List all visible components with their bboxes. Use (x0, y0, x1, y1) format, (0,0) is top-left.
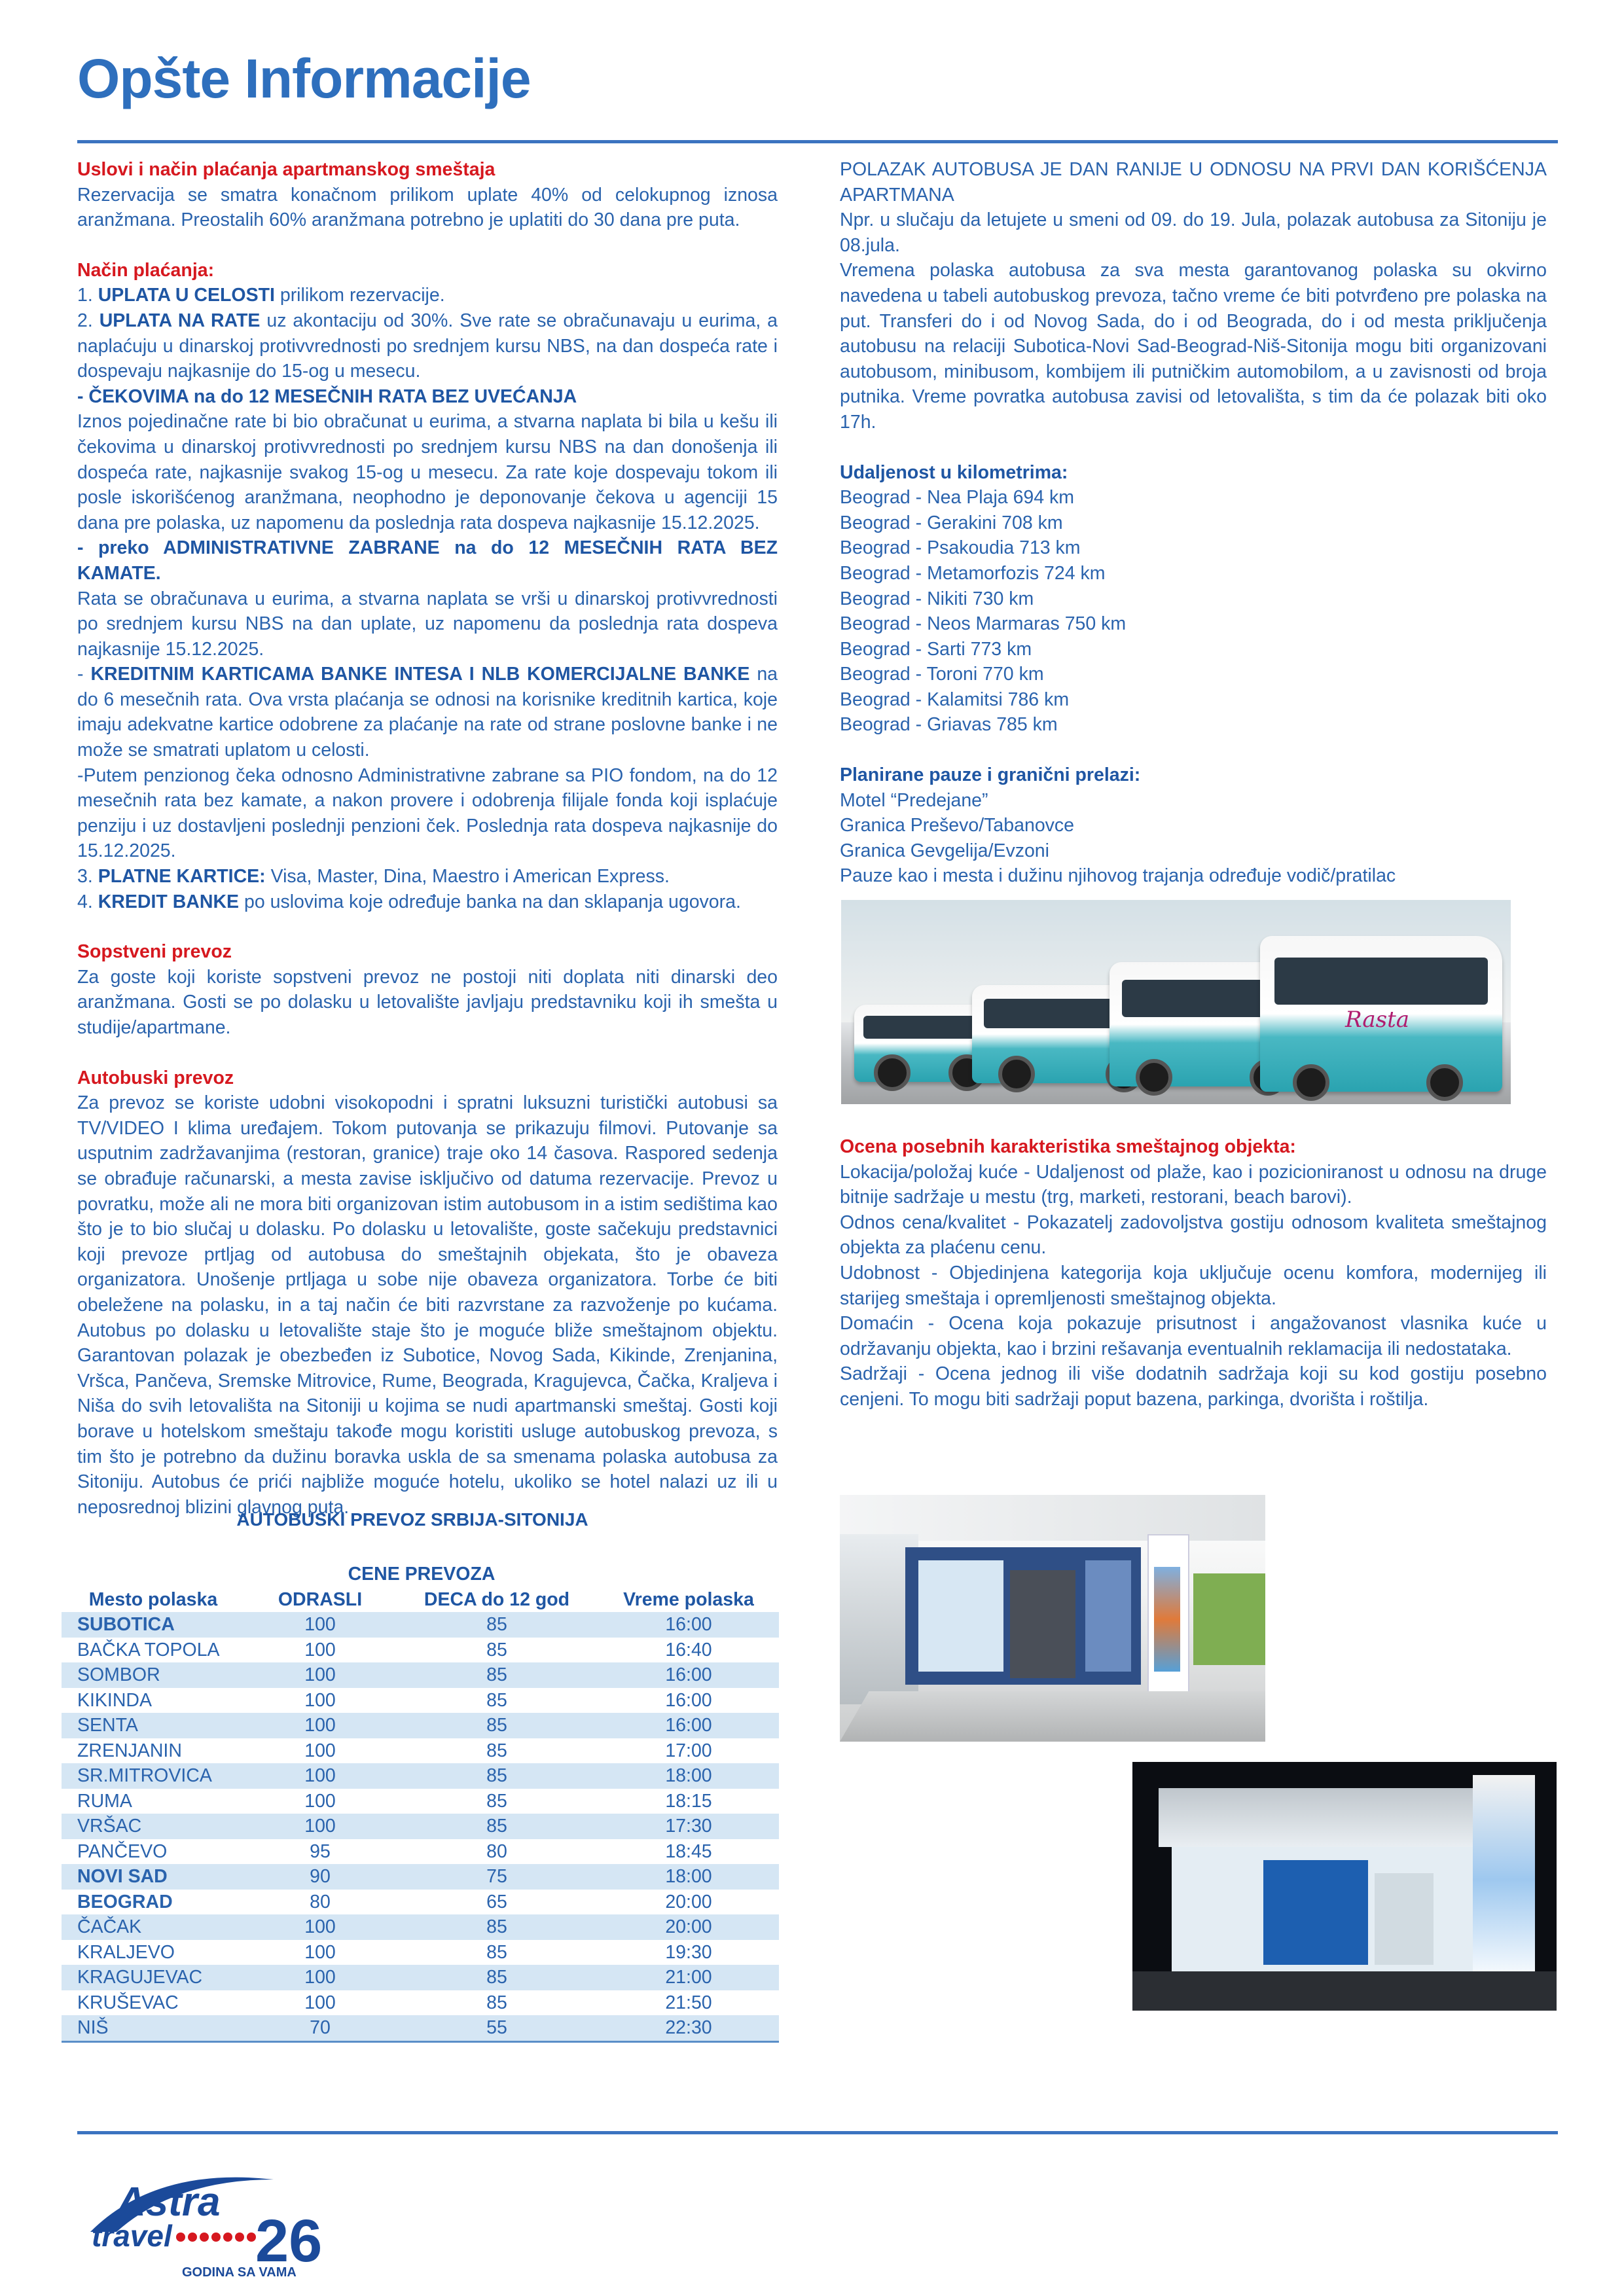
departure-time-cell: 19:30 (665, 1941, 712, 1963)
kartice-label: KREDITNIM KARTICAMA BANKE INTESA I NLB KOMERCIJALNE BANKE (90, 664, 750, 685)
nacin-placanja-heading: Način plaćanja: (77, 259, 215, 281)
table-row (62, 1965, 779, 1990)
kids-price-cell: 65 (486, 1891, 507, 1912)
table-title: AUTOBUSKI PREVOZ SRBIJA-SITONIJA (236, 1509, 588, 1530)
adults-price-cell: 100 (245, 1965, 395, 1990)
city-cell: PANČEVO (77, 1840, 168, 1862)
distance-item: Beograd - Griavas 785 km (840, 714, 1058, 736)
kids-price-cell: 75 (395, 1864, 598, 1890)
distance-item: Beograd - Kalamitsi 786 km (840, 689, 1070, 710)
col-city-header: Mesto polaska (88, 1588, 218, 1610)
group-header: CENE PREVOZA (348, 1564, 496, 1585)
page-title: Opšte Informacije (77, 48, 531, 109)
item-number: 4. (77, 891, 93, 912)
col-kids-header: DECA do 12 god (424, 1588, 570, 1610)
col-time-header: Vreme polaska (623, 1588, 754, 1610)
departure-time-cell: 16:00 (598, 1713, 779, 1738)
distance-item: Beograd - Metamorfozis 724 km (840, 562, 1106, 584)
sopstveni-heading: Sopstveni prevoz (77, 941, 232, 963)
uslovi-text: Rezervacija se smatra konačnom prilikom uplate 40% od celokupnog iznosa aranžmana. Preostalih 60% aranžmana potrebno je uplatiti do 30 dana pre puta. (77, 184, 778, 231)
table-row (62, 1890, 779, 1915)
city-cell: KRALJEVO (77, 1941, 175, 1963)
adults-price-cell: 100 (304, 1992, 336, 2013)
autobuski-heading: Autobuski prevoz (77, 1067, 234, 1088)
table-row (62, 1713, 779, 1738)
item-label: KREDIT BANKE (98, 891, 240, 912)
table-row (62, 1864, 779, 1890)
logo-tagline: GODINA SA VAMA (182, 2265, 297, 2280)
admin-heading: - preko ADMINISTRATIVNE ZABRANE na do 12 MESEČNIH RATA BEZ KAMATE. (77, 537, 778, 584)
kids-price-cell: 85 (486, 1992, 507, 2013)
departure-time-cell: 17:30 (598, 1814, 779, 1839)
adults-price-cell: 100 (245, 1763, 395, 1789)
item-number: 2. (77, 310, 93, 331)
payment-item-4 (77, 889, 778, 915)
left-column (77, 157, 778, 1520)
kids-price-cell: 85 (486, 1740, 507, 1761)
kids-price-cell: 85 (486, 1941, 507, 1963)
city-cell: ZRENJANIN (77, 1740, 182, 1761)
city-cell: ČAČAK (62, 1914, 245, 1940)
city-cell: NIŠ (62, 2015, 245, 2041)
adults-price-cell: 100 (245, 1662, 395, 1688)
kids-price-cell: 85 (486, 1689, 507, 1711)
top-divider (77, 140, 1558, 143)
ocena-item: Domaćin - Ocena koja pokazuje prisutnost i angažovanost vlasnika kuće u održavanju objekta, kao i brzini rešavanja eventualnih reklamacija ili nedostataka. (840, 1313, 1547, 1359)
adults-price-cell: 90 (245, 1864, 395, 1890)
kids-price-cell: 85 (486, 1790, 507, 1812)
adults-price-cell: 100 (304, 1790, 336, 1812)
agency-storefront-photo (840, 1495, 1265, 1742)
payment-item-1 (77, 283, 778, 308)
distance-item: Beograd - Nikiti 730 km (840, 588, 1034, 609)
pauze-heading: Planirane pauze i granični prelazi: (840, 764, 1141, 786)
logo-dots (176, 2233, 256, 2242)
kids-price-cell: 85 (395, 1662, 598, 1688)
city-cell: KIKINDA (77, 1689, 153, 1711)
item-text: uz akontaciju od 30%. Sve rate se obračunavaju u eurima, a naplaćuju u dinarskoj protivvrednosti po srednjem kursu NBS, na dan dospeća rate i dospevaju najkasnije do 15-og u mesecu. (77, 310, 778, 382)
ocena-item: Odnos cena/kvalitet - Pokazatelj zadovoljstva gostiju odnosom kvaliteta smeštajnog objekta za plaćenu cenu. (840, 1211, 1547, 1259)
adults-price-cell: 100 (304, 1689, 336, 1711)
kids-price-cell: 80 (486, 1840, 507, 1862)
table-row (62, 2015, 779, 2041)
adults-price-cell: 100 (245, 1814, 395, 1839)
payment-item-2 (77, 308, 778, 384)
table-row (62, 1914, 779, 1940)
price-rows (62, 1612, 779, 2041)
cekovi-heading: - ČEKOVIMA na do 12 MESEČNIH RATA BEZ UVEĆANJA (77, 386, 577, 407)
city-cell: KRAGUJEVAC (62, 1965, 245, 1990)
udaljenost-heading: Udaljenost u kilometrima: (840, 461, 1068, 483)
table-row (62, 1688, 779, 1713)
departure-time-cell: 20:00 (598, 1914, 779, 1940)
item-number: 1. (77, 285, 93, 306)
logo-number: 26 (255, 2208, 323, 2274)
departure-time-cell: 22:30 (598, 2015, 779, 2041)
distance-item: Beograd - Toroni 770 km (840, 664, 1044, 685)
departure-time-cell: 18:45 (665, 1840, 712, 1862)
distance-item: Beograd - Neos Marmaras 750 km (840, 613, 1127, 635)
ocena-heading: Ocena posebnih karakteristika smeštajnog objekta: (840, 1136, 1296, 1157)
ocena-item: Udobnost - Objedinjena kategorija koja uključuje ocenu komfora, modernijeg ili starijeg smeštaja i opremljenosti smeštajnog objekta. (840, 1262, 1547, 1309)
departure-time-cell: 16:00 (598, 1662, 779, 1688)
pauza-item: Pauze kao i mesta i dužinu njihovog trajanja određuje vodič/pratilac (840, 865, 1396, 887)
table-row (62, 1940, 779, 1965)
adults-price-cell: 70 (245, 2015, 395, 2041)
ocena-section (840, 1134, 1547, 1412)
pauza-item: Motel “Predejane” (840, 789, 988, 811)
pauze-list (840, 788, 1547, 889)
kids-price-cell: 85 (395, 1914, 598, 1940)
city-cell: RUMA (77, 1790, 132, 1812)
departure-time-cell: 21:50 (665, 1992, 712, 2013)
kids-price-cell: 85 (395, 1763, 598, 1789)
item-label: PLATNE KARTICE: (98, 866, 266, 888)
departure-time-cell: 21:00 (598, 1965, 779, 1990)
item-text: po uslovima koje određuje banka na dan sklapanja ugovora. (244, 891, 741, 912)
adults-price-cell: 95 (310, 1840, 331, 1862)
distance-item: Beograd - Psakoudia 713 km (840, 537, 1081, 559)
kids-price-cell: 85 (395, 1965, 598, 1990)
item-text: prilikom rezervacije. (280, 285, 445, 306)
city-cell: BAČKA TOPOLA (77, 1639, 220, 1660)
departure-time-cell: 18:00 (598, 1763, 779, 1789)
right-column (840, 157, 1547, 889)
adults-price-cell: 80 (310, 1891, 331, 1912)
payment-item-3 (77, 864, 778, 889)
astra-travel-logo (77, 2153, 339, 2284)
city-cell: SR.MITROVICA (62, 1763, 245, 1789)
departure-time-cell: 20:00 (665, 1891, 712, 1912)
vremena-text: Vremena polaska autobusa za sva mesta garantovanog polaska su okvirno navedena u tabeli autobuskog prevoza, tačno vreme će biti potvrđeno pre polaska na put. Transferi do i od Novog Sada, do i od Beograda, do i od mesta priključenja autobusu na relaciji Subotica-Novi Sad-Beograd-Niš-Sitonija mogu biti organizovani autobusom, minibusom, kombijem ili putničkim automobilom, a u zavisnosti od broja putnika. Vreme povratka autobusa zavisi od letovališta, s tim da će polazak biti oko 17h. (840, 260, 1547, 433)
bus-photo (841, 900, 1511, 1104)
city-cell: NOVI SAD (62, 1864, 245, 1890)
table-row (62, 1839, 779, 1865)
kartice-paragraph (77, 662, 778, 762)
city-cell: SUBOTICA (62, 1612, 245, 1638)
kartice-text: na do 6 mesečnih rata. Ova vrsta plaćanja se odnosi na korisnike kreditnih kartica, koje imaju adekvatne kartice odobrene za plaćanje na rate od strane poslovne banke i ne može se smatrati uplatom u celosti. (77, 664, 778, 761)
city-cell: VRŠAC (62, 1814, 245, 1839)
sopstveni-text: Za goste koji koriste sopstveni prevoz ne postoji niti doplata niti dinarski deo aranžmana. Gosti se po dolasku u letovalište javljaju predstavniku koji ih smešta u studije/apartmane. (77, 966, 778, 1038)
table-row (62, 1990, 779, 2016)
item-label: UPLATA NA RATE (99, 310, 261, 331)
table-row (62, 1814, 779, 1839)
table-row (62, 1789, 779, 1814)
kids-price-cell: 85 (486, 1639, 507, 1660)
logo-word-travel: travel (92, 2219, 172, 2253)
logo-word-astra: Astra (117, 2179, 221, 2225)
pauza-item: Granica Preševo/Tabanovce (840, 815, 1075, 836)
distance-list (840, 485, 1547, 738)
adults-price-cell: 100 (304, 1740, 336, 1761)
dash: - (77, 664, 84, 685)
city-cell: KRUŠEVAC (77, 1992, 179, 2013)
ocena-item: Sadržaji - Ocena jednog ili više dodatnih sadržaja koji su kod gostiju posebno cenjeni. To mogu biti sadržaji poput bazena, parkinga, dvorišta i roštilja. (840, 1363, 1547, 1410)
departure-time-cell: 16:00 (598, 1612, 779, 1638)
city-cell: SENTA (62, 1713, 245, 1738)
distance-item: Beograd - Gerakini 708 km (840, 512, 1063, 533)
departure-time-cell: 17:00 (665, 1740, 712, 1761)
adults-price-cell: 100 (304, 1639, 336, 1660)
table-row (62, 1763, 779, 1789)
item-label: UPLATA U CELOSTI (98, 285, 275, 306)
adults-price-cell: 100 (245, 1713, 395, 1738)
bus-sign: Rasta (1345, 1007, 1410, 1033)
kids-price-cell: 85 (395, 1713, 598, 1738)
autobuski-text: Za prevoz se koriste udobni visokopodni i spratni luksuzni turistički autobusi sa TV/VIDEO I klima uređajem. Tokom putovanja se prikazuju filmovi. Putovanje sa usputnim zadržavanjima (restoran, granice) traje oko 14 časova. Raspored sedenja se obrađuje računarski, a mesta zavise isključivo od datuma rezervacije. Prevoz u povratku, može ali ne mora biti organizovan istim autobusom in a istim sedištima kao što je to bio slučaj u dolasku. Po dolasku u letovalište, goste sačekuju predstavnici koji prevoze prtljag od autobusa do smeštajnih objekata, što je obaveza organizatora. Unošenje prtljaga u sobe nije obaveza organizatora. Torbe će biti obeležene na polasku, in a taj način će biti razvrstane za razvoženje po kućama. Autobus po dolasku u letovalište staje što je moguće bliže smeštajnom objektu. Garantovan polazak je obezbeđen iz Subotice, Novog Sada, Kikinde, Zrenjanina, Vršca, Pančeva, Sremske Mitrovice, Rume, Beograda, Kragujevca, Čačka, Kraljeva i Niša do svih letovališta na Sitoniji u kojima se nudi apartmanski smeštaj. Gosti koji borave u hotelskom smeštaju takođe mogu koristiti usluge autobuskog prevoza, s tim što je potrebno da dužinu boravka uskla de sa smenama polaska autobusa za Sitoniju. Autobus će prići najbliže moguće hotelu, ukoliko se hotel nalazi uz ili u neposrednoj blizini glavnog puta. (77, 1092, 778, 1518)
ocena-list (840, 1160, 1547, 1412)
agency-night-photo (1132, 1762, 1557, 2011)
table-row (62, 1662, 779, 1688)
kids-price-cell: 85 (395, 1612, 598, 1638)
kids-price-cell: 85 (395, 1814, 598, 1839)
city-cell: SOMBOR (62, 1662, 245, 1688)
penzija-text: -Putem penzionog čeka odnosno Administrativne zabrane sa PIO fondom, na do 12 mesečnih rata bez kamate, a nakon provere i odobrenja filijale fonda koji isplaćuje penziju i uz dostavljeni poslednji penzioni ček. Poslednja rata dospeva najkasnije do 15.12.2025. (77, 764, 778, 862)
distance-item: Beograd - Nea Plaja 694 km (840, 487, 1075, 509)
table-row (62, 1738, 779, 1764)
uslovi-heading: Uslovi i način plaćanja apartmanskog smeštaja (77, 159, 496, 180)
admin-text: Rata se obračunava u eurima, a stvarna naplata se vrši u dinarskoj protivvrednosti po srednjem kursu NBS na dan uplate, uz napomenu da poslednja rata dospeva najkasnije 15.12.2025. (77, 588, 778, 660)
kids-price-cell: 55 (395, 2015, 598, 2041)
col-adults-header: ODRASLI (278, 1588, 363, 1610)
item-number: 3. (77, 866, 93, 888)
polazak-text: Npr. u slučaju da letujete u smeni od 09. do 19. Jula, polazak autobusa za Sitoniju je 08.jula. (840, 209, 1547, 256)
pauza-item: Granica Gevgelija/Evzoni (840, 840, 1049, 861)
departure-time-cell: 16:00 (665, 1689, 712, 1711)
adults-price-cell: 100 (245, 1914, 395, 1940)
polazak-caps: POLAZAK AUTOBUSA JE DAN RANIJE U ODNOSU NA PRVI DAN KORIŠĆENJA APARTMANA (840, 159, 1547, 206)
bottom-divider (77, 2131, 1558, 2134)
table-row (62, 1612, 779, 1638)
departure-time-cell: 16:40 (665, 1639, 712, 1660)
price-table (62, 1562, 779, 2043)
distance-item: Beograd - Sarti 773 km (840, 638, 1032, 660)
item-text: Visa, Master, Dina, Maestro i American Express. (270, 866, 670, 888)
ocena-item: Lokacija/položaj kuće - Udaljenost od plaže, kao i pozicioniranost u odnosu na druge bitnije sadržaje u mestu (trg, marketi, restorani, beach barovi). (840, 1161, 1547, 1208)
city-cell: BEOGRAD (77, 1891, 173, 1912)
cekovi-text: Iznos pojedinačne rate bi bio obračunat u eurima, a stvarna naplata bi bila u kešu ili čekovima u dinarskoj protivvrednosti po srednjem kursu NBS na dan donošenja ili dospeća rate, najkasnije svakog 15-og u mesecu. Za rate koje dospevaju tokom ili posle iskorišćenog aranžmana, neophodno je deponovanje čekova u agenciji 15 dana pre polaska, uz napomenu da poslednja rata dospeva najkasnije 15.12.2025. (77, 411, 778, 533)
departure-time-cell: 18:00 (598, 1864, 779, 1890)
departure-time-cell: 18:15 (665, 1790, 712, 1812)
adults-price-cell: 100 (245, 1612, 395, 1638)
adults-price-cell: 100 (304, 1941, 336, 1963)
table-row (62, 1638, 779, 1663)
